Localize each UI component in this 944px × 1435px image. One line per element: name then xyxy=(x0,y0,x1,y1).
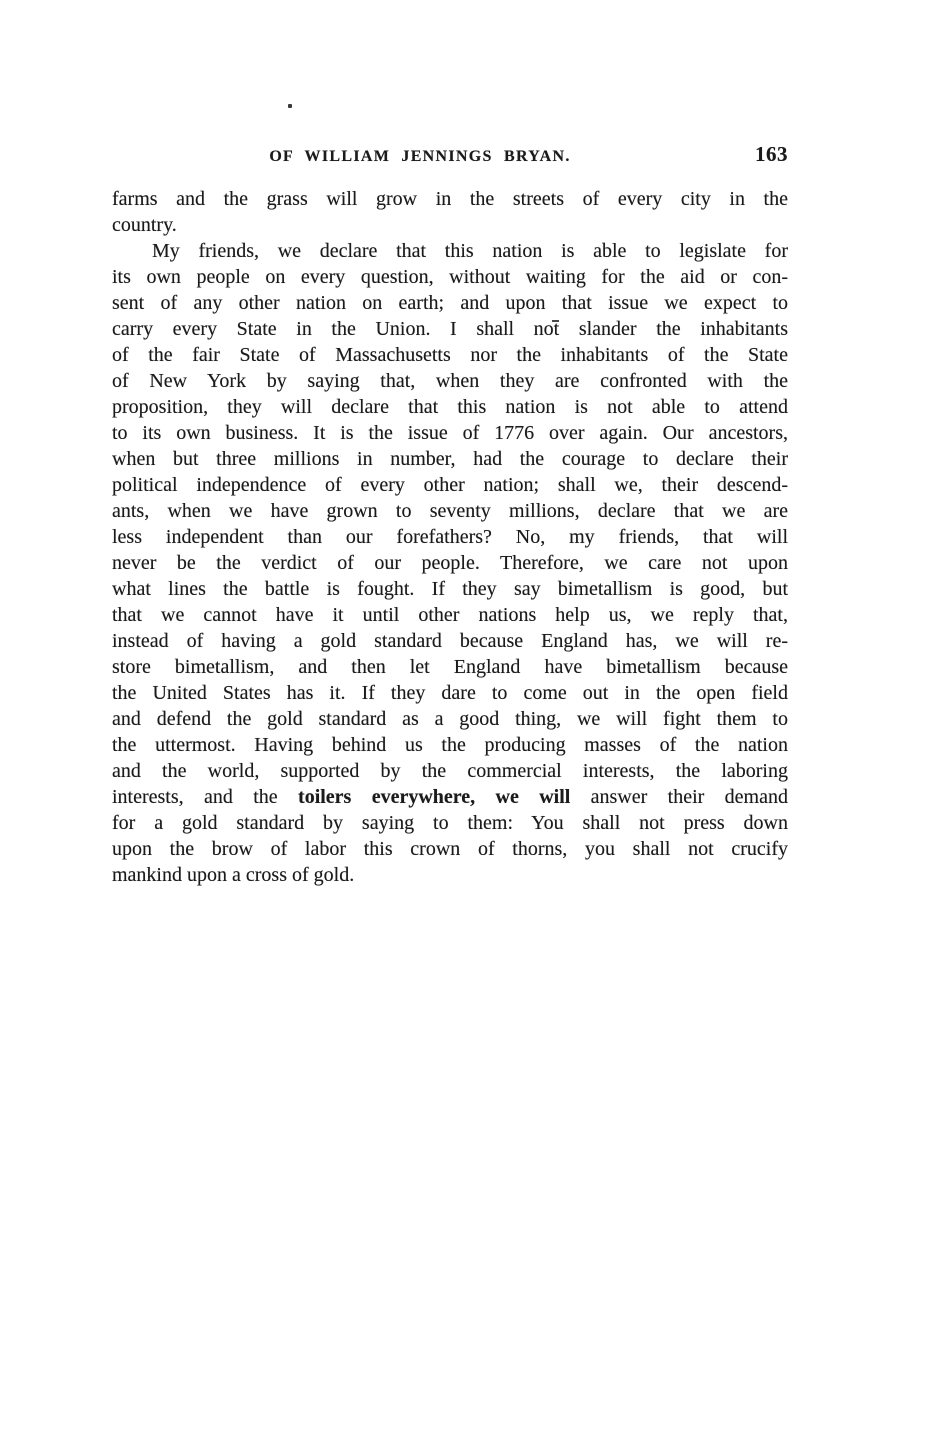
scan-speck xyxy=(288,104,292,108)
text-line: My friends, we declare that this nation is able to legislate for xyxy=(152,240,788,262)
text-line: to its own business. It is the issue of 1776 over again. Our ancestors, xyxy=(112,422,788,444)
text-line: instead of having a gold standard because England has, we will re- xyxy=(112,630,788,652)
text-line: country. xyxy=(112,214,177,236)
text-line: carry every State in the Union. I shall not slander the inhabitants xyxy=(112,318,788,340)
text-segment: interests, and the xyxy=(112,786,299,808)
running-header xyxy=(112,142,788,170)
text-line xyxy=(112,784,788,810)
text-line: of New York by saying that, when they are confronted with the xyxy=(112,370,788,392)
text-line: and the world, supported by the commercial interests, the laboring xyxy=(112,760,788,782)
running-title: OF WILLIAM JENNINGS BRYAN. xyxy=(269,148,571,165)
text-line: sent of any other nation on earth; and upon that issue we expect to xyxy=(112,292,788,314)
text-line: for a gold standard by saying to them: You shall not press down xyxy=(112,812,788,834)
text-line: less independent than our forefathers? No, my friends, that will xyxy=(112,526,788,548)
page-body xyxy=(112,186,788,888)
text-segment: answer their demand xyxy=(570,786,788,808)
text-line: the uttermost. Having behind us the producing masses of the nation xyxy=(112,734,788,756)
text-line: its own people on every question, without waiting for the aid or con- xyxy=(112,266,788,288)
text-line: the United States has it. If they dare to come out in the open field xyxy=(112,682,788,704)
text-line: farms and the grass will grow in the streets of every city in the xyxy=(112,188,788,210)
text-line: that we cannot have it until other nations help us, we reply that, xyxy=(112,604,788,626)
text-line: political independence of every other nation; shall we, their descend- xyxy=(112,474,788,496)
page-number: 163 xyxy=(755,142,788,166)
text-line: ants, when we have grown to seventy millions, declare that we are xyxy=(112,500,788,522)
text-line: proposition, they will declare that this nation is not able to attend xyxy=(112,396,788,418)
text-line: upon the brow of labor this crown of thorns, you shall not crucify xyxy=(112,838,788,860)
text-line: of the fair State of Massachusetts nor the inhabitants of the State xyxy=(112,344,788,366)
text-line: store bimetallism, and then let England have bimetallism because xyxy=(112,656,788,678)
text-line: mankind upon a cross of gold. xyxy=(112,864,355,886)
text-line: never be the verdict of our people. Therefore, we care not upon xyxy=(112,552,788,574)
bold-text-segment: toilers everywhere, we will xyxy=(298,786,571,808)
text-line: what lines the battle is fought. If they say bimetallism is good, but xyxy=(112,578,788,600)
text-line: when but three millions in number, had the courage to declare their xyxy=(112,448,788,470)
text-line: and defend the gold standard as a good thing, we will fight them to xyxy=(112,708,788,730)
